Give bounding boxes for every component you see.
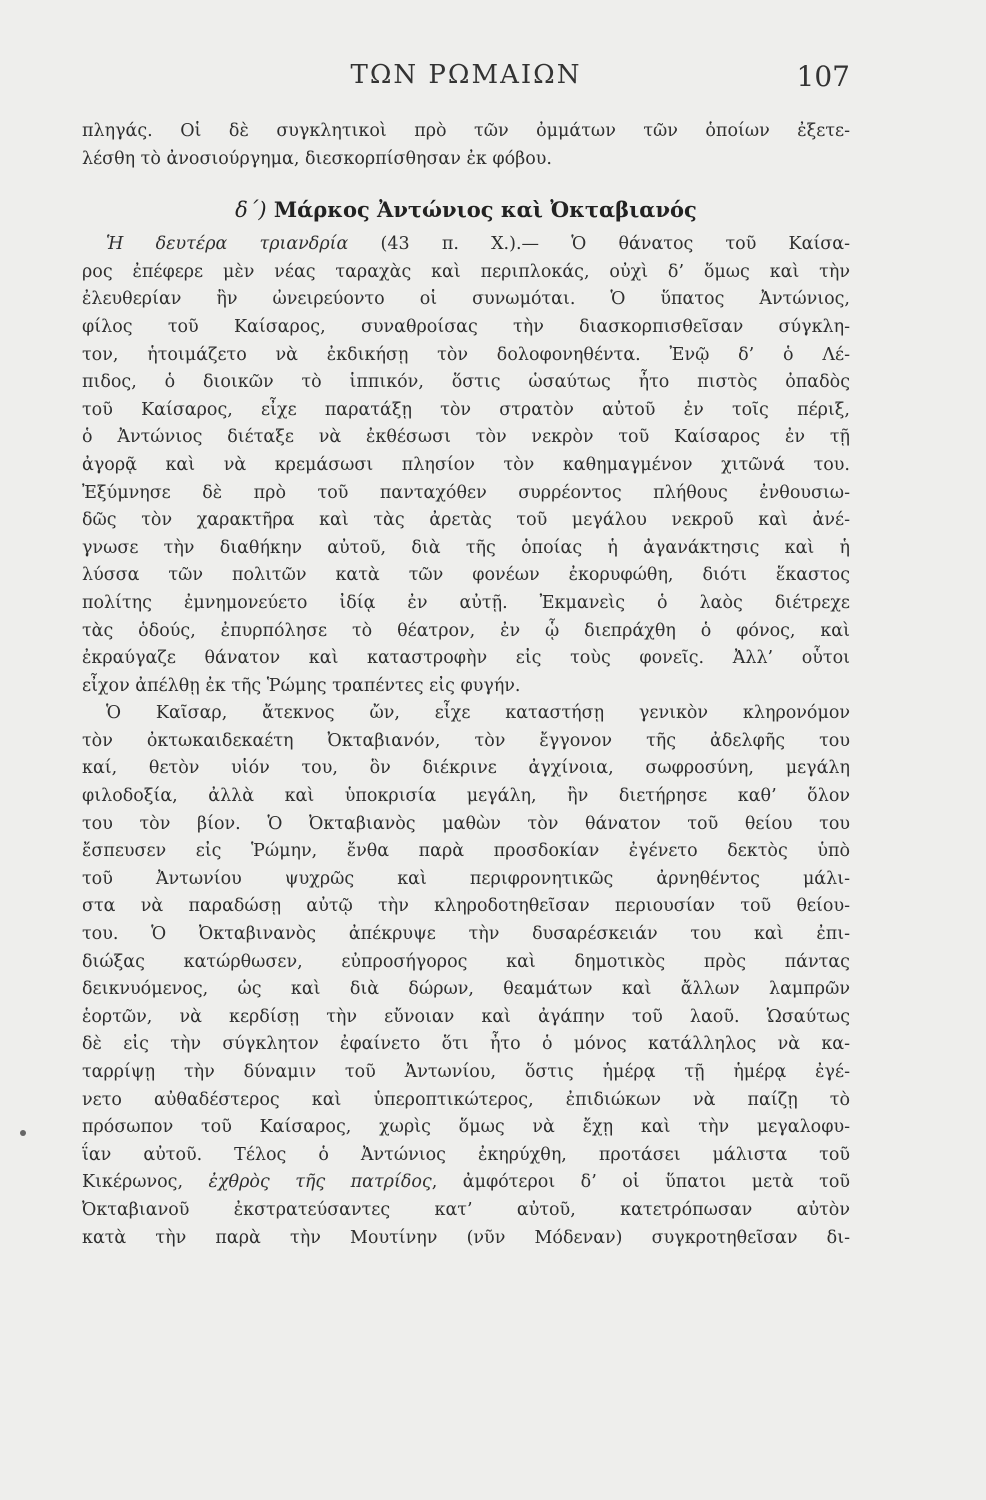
section-number: δ΄) <box>235 198 267 223</box>
body-text <box>82 118 850 1252</box>
text-line: τον, ἡτοιμάζετο νὰ ἐκδικήσῃ τὸν δολοφονηθέντα. Ἐνῷ δ’ ὁ Λέ- <box>82 344 850 365</box>
page-header <box>82 60 850 100</box>
text-line: ἔσπευσεν εἰς Ῥώμην, ἔνθα παρὰ προσδοκίαν ἐγένετο δεκτὸς ὑπὸ <box>82 841 850 862</box>
text-line: ΐαν αὐτοῦ. Τέλος ὁ Ἀντώνιος ἐκηρύχθη, προτάσει μάλιστα τοῦ <box>82 1144 850 1165</box>
text-line: ὁ Ἀντώνιος διέταξε νὰ ἐκθέσωσι τὸν νεκρὸν τοῦ Καίσαρος ἐν τῇ <box>82 427 850 448</box>
text-line: δὲ εἰς τὴν σύγκλητον ἐφαίνετο ὅτι ἦτο ὁ μόνος κατάλληλος νὰ κα- <box>82 1034 850 1055</box>
text-line: φιλοδοξία, ἀλλὰ καὶ ὑποκρισία μεγάλη, ἣν διετήρησε καθ’ ὅλον <box>82 786 850 807</box>
section-title: Μάρκος Ἀντώνιος καὶ Ὀκταβιανός <box>273 197 697 223</box>
text-line: φίλος τοῦ Καίσαρος, συναθροίσας τὴν διασκορπισθεῖσαν σύγκλη- <box>82 316 850 337</box>
text-line: διώξας κατώρθωσεν, εὐπροσήγορος καὶ δημοτικὸς πρὸς πάντας <box>82 951 850 972</box>
text-line: στα νὰ παραδώσῃ αὐτῷ τὴν κληροδοτηθεῖσαν περιουσίαν τοῦ θείου- <box>82 896 850 917</box>
text-line: ρος ἐπέφερε μὲν νέας ταραχὰς καὶ περιπλοκάς, οὐχὶ δ’ ὅμως καὶ τὴν <box>82 261 850 282</box>
text-line: τὸν ὀκτωκαιδεκαέτη Ὀκταβιανόν, τὸν ἔγγονον τῆς ἀδελφῆς του <box>82 730 850 751</box>
text-line: λέσθη τὸ ἀνοσιούργημα, διεσκορπίσθησαν ἐκ φόβου. <box>82 148 552 169</box>
text-line: Ὁ Καῖσαρ, ἄτεκνος ὤν, εἶχε καταστήσῃ γενικὸν κληρονόμον <box>106 703 850 724</box>
text-line: πιδος, ὁ διοικῶν τὸ ἱππικόν, ὅστις ὡσαύτως ἦτο πιστὸς ὀπαδὸς <box>82 372 850 393</box>
text-run: , ἀμφότεροι δ’ οἱ ὕπατοι μετὰ τοῦ <box>431 1172 850 1193</box>
text-run: Κικέρωνος, <box>82 1172 209 1193</box>
text-line: κατὰ τὴν παρὰ τὴν Μουτίνην (νῦν Μόδεναν) συγκροτηθεῖσαν δι- <box>82 1227 850 1248</box>
text-line: ἀγορᾷ καὶ νὰ κρεμάσωσι πλησίον τὸν καθημαγμένον χιτῶνά του. <box>82 454 850 475</box>
text-line: νετο αὐθαδέστερος καὶ ὑπεροπτικώτερος, ἐπιδιώκων νὰ παίζῃ τὸ <box>82 1089 850 1110</box>
italic-phrase: ἐχθρὸς τῆς πατρίδος <box>208 1172 432 1193</box>
text-line: καί, θετὸν υἱόν του, ὃν διέκρινε ἀγχίνοια, σωφροσύνη, μεγάλη <box>82 758 850 779</box>
text-line: Ὀκταβιανοῦ ἐκστρατεύσαντες κατ’ αὐτοῦ, κατετρόπωσαν αὐτὸν <box>82 1199 850 1220</box>
running-title: ΤΩΝ ΡΩΜΑΙΩΝ <box>350 60 582 90</box>
text-line-with-italic <box>82 1169 850 1197</box>
text-line: ἐκραύγαζε θάνατον καὶ καταστροφὴν εἰς τοὺς φονεῖς. Ἀλλ’ οὗτοι <box>82 648 850 669</box>
margin-mark <box>20 1130 26 1136</box>
text-run: (43 π. Χ.).— Ὁ θάνατος τοῦ Καίσα- <box>348 234 850 255</box>
text-line: τοῦ Καίσαρος, εἶχε παρατάξῃ τὸν στρατὸν αὐτοῦ ἐν τοῖς πέριξ, <box>82 399 850 420</box>
text-line: Ἐξύμνησε δὲ πρὸ τοῦ πανταχόθεν συρρέοντος πλήθους ἐνθουσιω- <box>82 482 850 503</box>
text-line: λύσσα τῶν πολιτῶν κατὰ τῶν φονέων ἐκορυφώθη, διότι ἕκαστος <box>82 565 850 586</box>
text-line: του τὸν βίον. Ὁ Ὀκταβιανὸς μαθὼν τὸν θάνατον τοῦ θείου του <box>82 813 850 834</box>
text-line: ταρρίψῃ τὴν δύναμιν τοῦ Ἀντωνίου, ὅστις ἡμέρᾳ τῇ ἡμέρᾳ ἐγέ- <box>82 1062 850 1082</box>
text-line: τοῦ Ἀντωνίου ψυχρῶς καὶ περιφρονητικῶς ἀρνηθέντος μάλι- <box>82 868 850 889</box>
text-line: γνωσε τὴν διαθήκην αὐτοῦ, διὰ τῆς ὁποίας ἡ ἀγανάκτησις καὶ ἡ <box>82 537 850 558</box>
text-line: του. Ὁ Ὀκταβινανὸς ἀπέκρυψε τὴν δυσαρέσκειάν του καὶ ἐπι- <box>82 924 850 945</box>
text-line: πληγάς. Οἱ δὲ συγκλητικοὶ πρὸ τῶν ὀμμάτων τῶν ὁποίων ἐξετε- <box>82 121 850 141</box>
text-line: εἶχον ἀπέλθῃ ἐκ τῆς Ῥώμης τραπέντες εἰς φυγήν. <box>82 675 521 696</box>
text-line: τὰς ὁδούς, ἐπυρπόλησε τὸ θέατρον, ἐν ᾧ διεπράχθη ὁ φόνος, καὶ <box>82 620 850 641</box>
text-line: πρόσωπον τοῦ Καίσαρος, χωρὶς ὅμως νὰ ἔχῃ καὶ τὴν μεγαλοφυ- <box>82 1117 850 1138</box>
text-line: ἐλευθερίαν ἣν ὠνειρεύοντο οἱ συνωμόται. Ὁ ὕπατος Ἀντώνιος, <box>82 289 850 310</box>
section-heading <box>82 173 850 231</box>
text-line: ἑορτῶν, νὰ κερδίσῃ τὴν εὔνοιαν καὶ ἀγάπην τοῦ λαοῦ. Ὡσαύτως <box>82 1006 850 1027</box>
page-number: 107 <box>796 60 850 93</box>
text-line: δῶς τὸν χαρακτῆρα καὶ τὰς ἀρετὰς τοῦ μεγάλου νεκροῦ καὶ ἀνέ- <box>82 510 850 531</box>
text-line: πολίτης ἐμνημονεύετο ἰδίᾳ ἐν αὐτῇ. Ἐκμανεὶς ὁ λαὸς διέτρεχε <box>82 592 850 613</box>
text-line: δεικνυόμενος, ὡς καὶ διὰ δώρων, θεαμάτων καὶ ἄλλων λαμπρῶν <box>82 979 850 1000</box>
italic-phrase: Ἡ δευτέρα τριανδρία <box>106 234 349 255</box>
paragraph-first-line <box>82 231 850 259</box>
